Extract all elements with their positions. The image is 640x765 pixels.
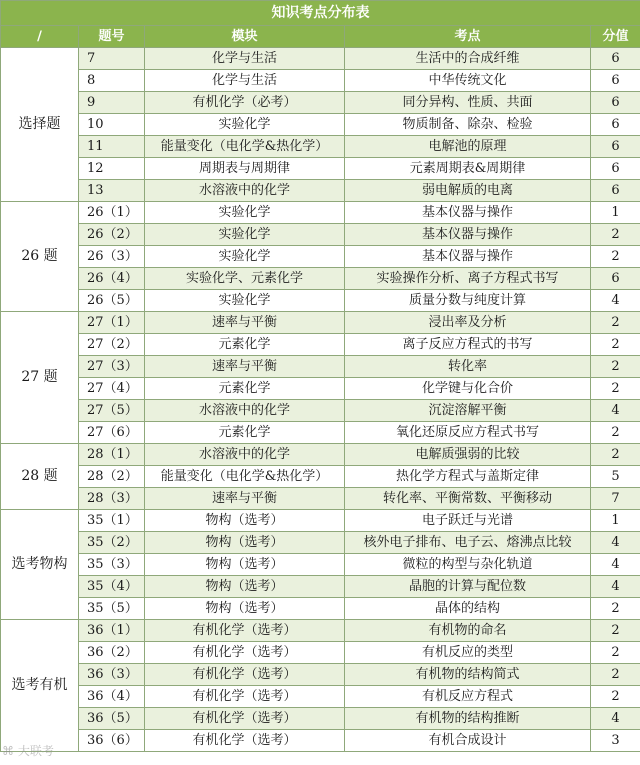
header-section: / [1, 26, 79, 48]
point-cell: 有机反应的类型 [345, 642, 591, 664]
module-cell: 有机化学（选考） [145, 620, 345, 642]
table-row [1, 246, 640, 268]
point-cell: 基本仪器与操作 [345, 246, 591, 268]
module-cell: 周期表与周期律 [145, 158, 345, 180]
point-cell: 晶胞的计算与配位数 [345, 576, 591, 598]
point-cell: 氧化还原反应方程式书写 [345, 422, 591, 444]
module-cell: 实验化学 [145, 290, 345, 312]
module-cell: 物构（选考） [145, 576, 345, 598]
question-number: 35（2） [79, 532, 145, 554]
point-cell: 弱电解质的电离 [345, 180, 591, 202]
question-number: 36（4） [79, 686, 145, 708]
question-number: 28（3） [79, 488, 145, 510]
score-cell: 6 [591, 180, 640, 202]
table-row [1, 422, 640, 444]
question-number: 35（1） [79, 510, 145, 532]
module-cell: 化学与生活 [145, 70, 345, 92]
point-cell: 晶体的结构 [345, 598, 591, 620]
point-cell: 物质制备、除杂、检验 [345, 114, 591, 136]
point-cell: 核外电子排布、电子云、熔沸点比较 [345, 532, 591, 554]
header-score: 分值 [591, 26, 640, 48]
score-cell: 6 [591, 136, 640, 158]
module-cell: 水溶液中的化学 [145, 400, 345, 422]
point-cell: 转化率、平衡常数、平衡移动 [345, 488, 591, 510]
group-label: 28 题 [1, 444, 79, 510]
table-row [1, 334, 640, 356]
module-cell: 能量变化（电化学&热化学） [145, 466, 345, 488]
point-cell: 实验操作分析、离子方程式书写 [345, 268, 591, 290]
module-cell: 物构（选考） [145, 532, 345, 554]
group-label: 27 题 [1, 312, 79, 444]
score-cell: 4 [591, 708, 640, 730]
question-number: 36（6） [79, 730, 145, 752]
module-cell: 有机化学（选考） [145, 730, 345, 752]
table-row [1, 444, 640, 466]
module-cell: 速率与平衡 [145, 356, 345, 378]
group-label: 选择题 [1, 48, 79, 202]
question-number: 13 [79, 180, 145, 202]
table-row [1, 686, 640, 708]
question-number: 26（4） [79, 268, 145, 290]
question-number: 27（5） [79, 400, 145, 422]
module-cell: 有机化学（必考） [145, 92, 345, 114]
table-row [1, 708, 640, 730]
question-number: 8 [79, 70, 145, 92]
question-number: 27（6） [79, 422, 145, 444]
score-cell: 5 [591, 466, 640, 488]
point-cell: 生活中的合成纤维 [345, 48, 591, 70]
table-row [1, 290, 640, 312]
point-cell: 电解质强弱的比较 [345, 444, 591, 466]
module-cell: 元素化学 [145, 422, 345, 444]
table-row [1, 48, 640, 70]
score-cell: 2 [591, 312, 640, 334]
question-number: 27（1） [79, 312, 145, 334]
score-cell: 6 [591, 92, 640, 114]
module-cell: 元素化学 [145, 334, 345, 356]
point-cell: 有机物的结构简式 [345, 664, 591, 686]
score-cell: 2 [591, 642, 640, 664]
question-number: 28（2） [79, 466, 145, 488]
point-cell: 沉淀溶解平衡 [345, 400, 591, 422]
module-cell: 速率与平衡 [145, 312, 345, 334]
score-cell: 2 [591, 664, 640, 686]
table-row [1, 400, 640, 422]
module-cell: 有机化学（选考） [145, 708, 345, 730]
module-cell: 水溶液中的化学 [145, 180, 345, 202]
question-number: 36（3） [79, 664, 145, 686]
question-number: 26（1） [79, 202, 145, 224]
module-cell: 物构（选考） [145, 510, 345, 532]
question-number: 35（5） [79, 598, 145, 620]
table-row [1, 642, 640, 664]
score-cell: 2 [591, 620, 640, 642]
table-row [1, 92, 640, 114]
score-cell: 2 [591, 378, 640, 400]
table-row [1, 180, 640, 202]
question-number: 27（2） [79, 334, 145, 356]
table-row [1, 202, 640, 224]
point-cell: 有机物的结构推断 [345, 708, 591, 730]
table-row [1, 268, 640, 290]
table-row [1, 598, 640, 620]
table-row [1, 730, 640, 752]
table-row [1, 356, 640, 378]
module-cell: 有机化学（选考） [145, 664, 345, 686]
score-cell: 2 [591, 686, 640, 708]
point-cell: 元素周期表&周期律 [345, 158, 591, 180]
point-cell: 微粒的构型与杂化轨道 [345, 554, 591, 576]
point-cell: 转化率 [345, 356, 591, 378]
table-row [1, 70, 640, 92]
question-number: 35（3） [79, 554, 145, 576]
score-cell: 2 [591, 444, 640, 466]
group-label: 26 题 [1, 202, 79, 312]
table-row [1, 378, 640, 400]
score-cell: 6 [591, 114, 640, 136]
module-cell: 实验化学、元素化学 [145, 268, 345, 290]
point-cell: 有机反应方程式 [345, 686, 591, 708]
question-number: 7 [79, 48, 145, 70]
question-number: 10 [79, 114, 145, 136]
score-cell: 1 [591, 510, 640, 532]
score-cell: 7 [591, 488, 640, 510]
table-row [1, 510, 640, 532]
point-cell: 热化学方程式与盖斯定律 [345, 466, 591, 488]
point-cell: 化学键与化合价 [345, 378, 591, 400]
module-cell: 能量变化（电化学&热化学） [145, 136, 345, 158]
table-row [1, 224, 640, 246]
question-number: 26（3） [79, 246, 145, 268]
header-number: 题号 [79, 26, 145, 48]
score-cell: 6 [591, 268, 640, 290]
question-number: 9 [79, 92, 145, 114]
point-cell: 有机物的命名 [345, 620, 591, 642]
question-number: 26（2） [79, 224, 145, 246]
table-row [1, 466, 640, 488]
point-cell: 浸出率及分析 [345, 312, 591, 334]
score-cell: 4 [591, 290, 640, 312]
score-cell: 2 [591, 356, 640, 378]
score-cell: 1 [591, 202, 640, 224]
table-title: 知识考点分布表 [1, 1, 640, 26]
module-cell: 水溶液中的化学 [145, 444, 345, 466]
point-cell: 基本仪器与操作 [345, 202, 591, 224]
point-cell: 基本仪器与操作 [345, 224, 591, 246]
module-cell: 有机化学（选考） [145, 686, 345, 708]
score-cell: 3 [591, 730, 640, 752]
module-cell: 物构（选考） [145, 598, 345, 620]
question-number: 27（4） [79, 378, 145, 400]
table-row [1, 554, 640, 576]
question-number: 36（2） [79, 642, 145, 664]
score-cell: 6 [591, 158, 640, 180]
header-point: 考点 [345, 26, 591, 48]
score-cell: 4 [591, 576, 640, 598]
point-cell: 中华传统文化 [345, 70, 591, 92]
table-row [1, 664, 640, 686]
point-cell: 电子跃迁与光谱 [345, 510, 591, 532]
table-body [1, 48, 640, 752]
score-cell: 4 [591, 532, 640, 554]
table-row [1, 620, 640, 642]
module-cell: 实验化学 [145, 202, 345, 224]
table-row [1, 532, 640, 554]
question-number: 27（3） [79, 356, 145, 378]
module-cell: 元素化学 [145, 378, 345, 400]
score-cell: 2 [591, 224, 640, 246]
module-cell: 物构（选考） [145, 554, 345, 576]
table-row [1, 136, 640, 158]
score-cell: 6 [591, 48, 640, 70]
question-number: 28（1） [79, 444, 145, 466]
score-cell: 2 [591, 422, 640, 444]
group-label: 选考有机 [1, 620, 79, 752]
question-number: 35（4） [79, 576, 145, 598]
point-cell: 电解池的原理 [345, 136, 591, 158]
point-cell: 同分异构、性质、共面 [345, 92, 591, 114]
score-cell: 2 [591, 246, 640, 268]
question-number: 36（1） [79, 620, 145, 642]
point-cell: 质量分数与纯度计算 [345, 290, 591, 312]
table-title-row [1, 1, 640, 26]
table-row [1, 488, 640, 510]
question-number: 12 [79, 158, 145, 180]
score-cell: 2 [591, 334, 640, 356]
table-row [1, 576, 640, 598]
question-number: 36（5） [79, 708, 145, 730]
question-number: 11 [79, 136, 145, 158]
table-row [1, 114, 640, 136]
module-cell: 实验化学 [145, 246, 345, 268]
score-cell: 4 [591, 554, 640, 576]
question-number: 26（5） [79, 290, 145, 312]
score-cell: 2 [591, 598, 640, 620]
score-cell: 6 [591, 70, 640, 92]
group-label: 选考物构 [1, 510, 79, 620]
module-cell: 速率与平衡 [145, 488, 345, 510]
score-cell: 4 [591, 400, 640, 422]
header-row [1, 26, 640, 48]
header-module: 模块 [145, 26, 345, 48]
table-row [1, 312, 640, 334]
module-cell: 实验化学 [145, 224, 345, 246]
table-row [1, 158, 640, 180]
point-cell: 离子反应方程式的书写 [345, 334, 591, 356]
module-cell: 化学与生活 [145, 48, 345, 70]
watermark-logo: ⌘ 大联考 [2, 744, 54, 758]
module-cell: 有机化学（选考） [145, 642, 345, 664]
point-cell: 有机合成设计 [345, 730, 591, 752]
module-cell: 实验化学 [145, 114, 345, 136]
